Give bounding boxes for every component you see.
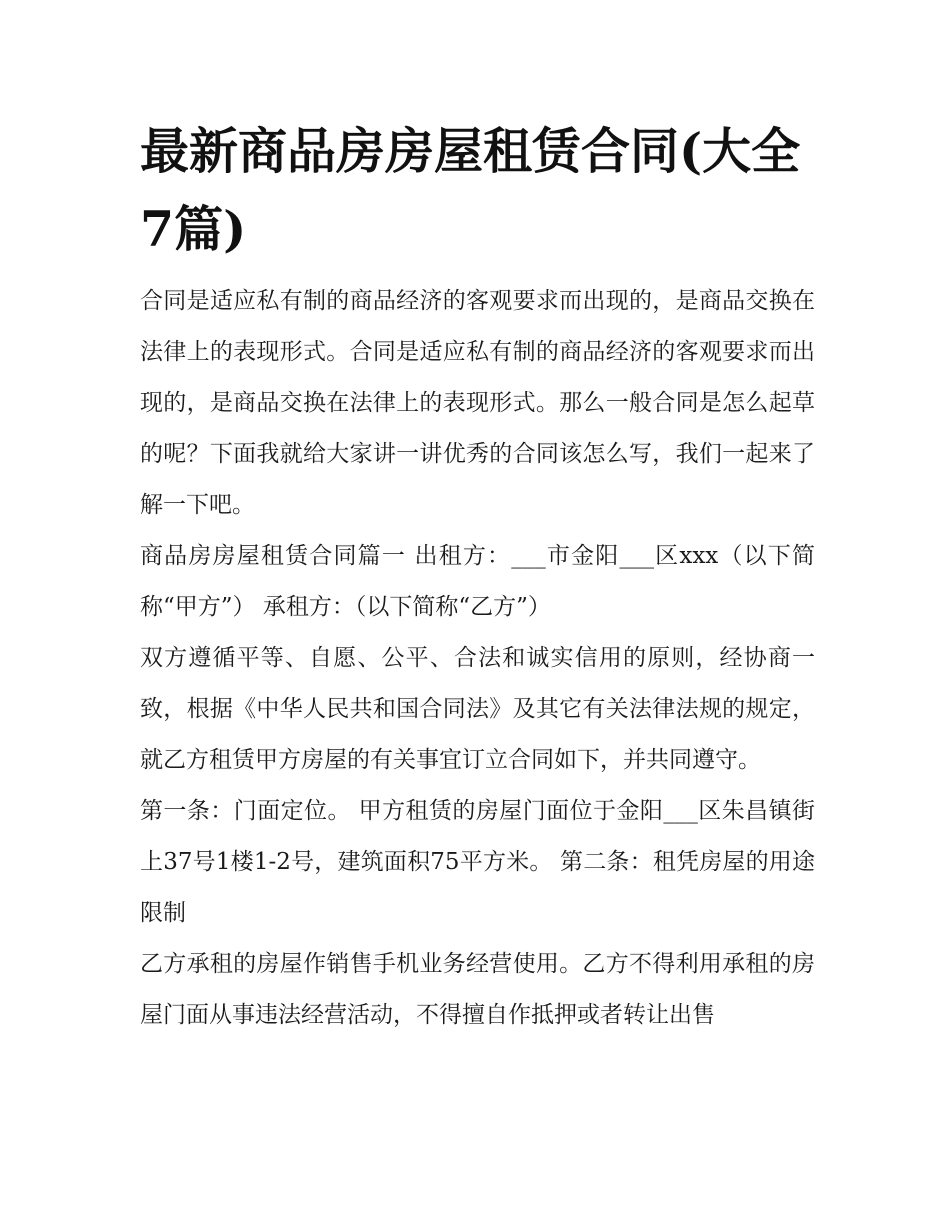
document-body (140, 112, 815, 1041)
paragraph-usage: 乙方承租的房屋作销售手机业务经营使用。乙方不得利用承租的房屋门面从事违法经营活动，不得擅自作抵押或者转让出售 (140, 951, 815, 1028)
title-spacer (140, 268, 815, 276)
paragraph-article-one: 第一条：门面定位。 甲方租赁的房屋门面位于金阳___区朱昌镇街上37号1楼1-2号，建筑面积75平方米。 第二条：租凭房屋的用途限制 (140, 798, 815, 926)
document-title: 最新商品房房屋租赁合同(大全7篇) (140, 122, 801, 258)
paragraph-principles: 双方遵循平等、自愿、公平、合法和诚实信用的原则，经协商一致，根据《中华人民共和国合同法》及其它有关法律法规的规定，就乙方租赁甲方房屋的有关事宜订立合同如下，并共同遵守。 (140, 645, 815, 773)
paragraph-parties: 商品房房屋租赁合同篇一 出租方：___市金阳___区xxx（以下简称“甲方”） 承租方：（以下简称“乙方”） (140, 543, 815, 620)
paragraph-intro: 合同是适应私有制的商品经济的客观要求而出现的，是商品交换在法律上的表现形式。合同是适应私有制的商品经济的客观要求而出现的，是商品交换在法律上的表现形式。那么一般合同是怎么起草的呢？下面我就给大家讲一讲优秀的合同该怎么写，我们一起来了解一下吧。 (140, 288, 815, 518)
